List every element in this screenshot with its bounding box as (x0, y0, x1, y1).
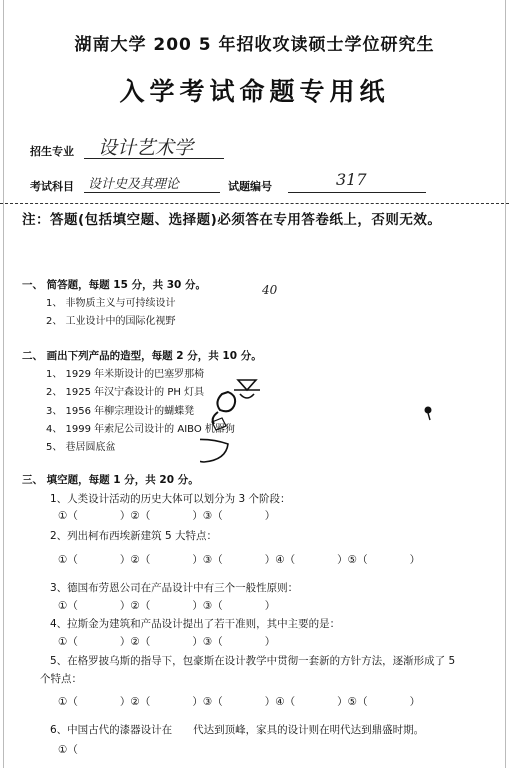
stool-sketch-icon (213, 392, 235, 424)
question-3: 3、德国布劳恩公司在产品设计中有三个一般性原则： (50, 582, 299, 594)
page-title: 入学考试命题专用纸 (119, 77, 390, 106)
code-label: 试题编号 (228, 180, 272, 193)
section2-item: 1、 1929 年米斯设计的巴塞罗那椅 (46, 369, 205, 380)
question-1: 1、人类设计活动的历史大体可以划分为 3 个阶段： (50, 493, 291, 505)
notice-text: 注：答题(包括填空题、选择题)必须答在专用答卷纸上，否则无效。 (22, 212, 442, 228)
subject-underline (84, 192, 220, 193)
question-6: 6、中国古代的漆器设计在 代达到顶峰，家具的设计则在明代达到鼎盛时期。 (50, 724, 425, 736)
exam-header-line: 湖南大学 200 5 年招收攻读硕士学位研究生 (74, 35, 435, 55)
major-underline (84, 158, 224, 159)
margin-note: 40 (262, 283, 278, 297)
answer-row-3: ①（ ）②（ ）③（ ） (58, 600, 276, 612)
section1-item: 1、 非物质主义与可持续设计 (46, 298, 176, 309)
answer-row-2: ①（ ）②（ ）③（ ）④（ ）⑤（ ） (58, 554, 421, 566)
major-value: 设计艺术学 (98, 137, 194, 159)
question-4: 4、拉斯金为建筑和产品设计提出了若干准则，其中主要的是： (50, 618, 341, 630)
lamp-sketch-icon (234, 380, 260, 398)
bowl-sketch-icon (200, 439, 228, 462)
ink-dot-icon (425, 407, 432, 414)
section1-item: 2、 工业设计中的国际化视野 (46, 316, 176, 327)
subject-label: 考试科目 (30, 180, 74, 193)
question-2: 2、列出柯布西埃新建筑 5 大特点： (50, 530, 218, 542)
section2-item: 5、 巷居圆底盆 (46, 442, 116, 453)
section2-heading: 二、 画出下列产品的造型，每题 2 分，共 10 分。 (22, 350, 262, 362)
answer-row-5: ①（ ）②（ ）③（ ）④（ ）⑤（ ） (58, 696, 421, 708)
sketch-drawings (200, 372, 490, 472)
subject-value: 设计史及其理论 (88, 177, 180, 192)
section1-heading: 一、 简答题，每题 15 分，共 30 分。 (22, 279, 207, 291)
code-value: 317 (336, 170, 367, 189)
question-5-continued: 个特点： (40, 673, 82, 685)
page-left-edge (3, 0, 4, 768)
section3-heading: 三、 填空题，每题 1 分，共 20 分。 (22, 474, 199, 486)
answer-row-4: ①（ ）②（ ）③（ ） (58, 636, 276, 648)
answer-row-1: ①（ ）②（ ）③（ ） (58, 510, 276, 522)
separator-line (0, 203, 509, 204)
major-label: 招生专业 (30, 145, 74, 158)
section2-item: 2、 1925 年汉宁森设计的 PH 灯具 (46, 387, 205, 398)
page-right-edge (505, 0, 506, 768)
answer-row-6: ①（ (58, 744, 78, 756)
question-5: 5、在格罗披乌斯的指导下，包豪斯在设计教学中贯彻一套新的方针方法，逐渐形成了 5 (50, 655, 456, 667)
code-underline (288, 192, 426, 193)
section2-item: 4、 1999 年索尼公司设计的 AIBO 机器狗 (46, 424, 235, 435)
section2-item: 3、 1956 年柳宗理设计的蝴蝶凳 (46, 406, 195, 417)
robot-dog-sketch-icon (212, 418, 226, 430)
